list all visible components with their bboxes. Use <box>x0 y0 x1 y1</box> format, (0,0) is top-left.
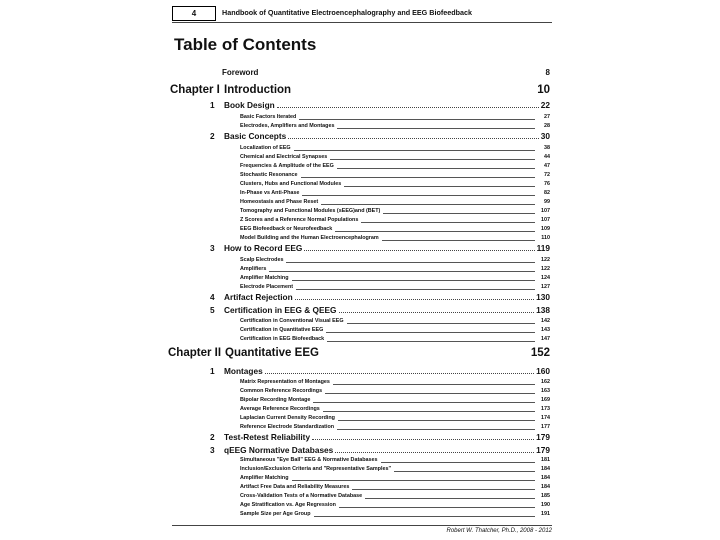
toc-subsection[interactable]: Electrode Placement 127 <box>240 284 550 290</box>
toc-section[interactable] <box>210 432 550 442</box>
chapter-2[interactable] <box>168 347 550 363</box>
toc-subsection[interactable]: Average Reference Recordings 173 <box>240 406 550 412</box>
section-title: Book Design <box>224 100 275 110</box>
section-page: 130 <box>536 292 550 302</box>
leader-dots <box>295 292 534 300</box>
toc-subsection[interactable]: In-Phase vs Anti-Phase 82 <box>240 190 550 196</box>
leader-dots <box>304 243 534 251</box>
toc-subsection[interactable]: Clusters, Hubs and Functional Modules 76 <box>240 181 550 187</box>
toc-subsection[interactable]: Reference Electrode Standardization 177 <box>240 424 550 430</box>
section-page: 160 <box>536 366 550 376</box>
leader-dots <box>335 445 534 453</box>
section-title: Artifact Rejection <box>224 292 293 302</box>
toc-foreword[interactable] <box>222 68 550 77</box>
running-title: Handbook of Quantitative Electroencephalography and EEG Biofeedback <box>222 8 473 17</box>
toc-subsection[interactable]: Amplifier Matching 184 <box>240 475 550 481</box>
section-page: 179 <box>536 432 550 442</box>
toc-subsection[interactable]: Sample Size per Age Group 191 <box>240 511 550 517</box>
toc-subsection[interactable]: Artifact Free Data and Reliability Measures 184 <box>240 484 550 490</box>
chapter-title: Introduction <box>224 84 292 96</box>
section-title: How to Record EEG <box>224 243 303 253</box>
section-title: Montages <box>224 366 263 376</box>
section-page: 22 <box>540 100 550 110</box>
toc-subsection[interactable]: EEG Biofeedback or Neurofeedback 109 <box>240 226 550 232</box>
section-number: 4 <box>210 292 215 302</box>
foreword-label: Foreword <box>222 68 259 77</box>
toc-subsection[interactable]: Tomography and Functional Modules (sEEG)and (BET) 107 <box>240 208 550 214</box>
toc-section[interactable] <box>210 131 550 141</box>
toc-subsection[interactable]: Chemical and Electrical Synapses 44 <box>240 154 550 160</box>
running-header <box>172 6 552 22</box>
toc-subsection[interactable]: Frequencies & Amplitude of the EEG 47 <box>240 163 550 169</box>
section-page: 179 <box>536 445 550 455</box>
leader-dots <box>288 131 539 139</box>
foreword-page: 8 <box>545 68 550 77</box>
chapter-number: Chapter II <box>168 347 222 359</box>
toc-subsection[interactable]: Scalp Electrodes 122 <box>240 257 550 263</box>
header-rule <box>172 22 552 23</box>
leader-dots <box>265 366 534 374</box>
section-title: qEEG Normative Databases <box>224 445 334 455</box>
toc-subsection[interactable]: Amplifiers 122 <box>240 266 550 272</box>
footer-author: Robert W. Thatcher, Ph.D., 2008 - 2012 <box>446 528 552 534</box>
chapter-number: Chapter I <box>170 84 220 96</box>
section-page: 119 <box>536 243 550 253</box>
toc-subsection[interactable]: Electrodes, Amplifiers and Montages 28 <box>240 123 550 129</box>
leader-dots <box>339 305 535 313</box>
toc-subsection[interactable]: Localization of EEG 38 <box>240 145 550 151</box>
page-number: 4 <box>172 6 216 21</box>
chapter-page: 10 <box>537 84 550 96</box>
section-number: 2 <box>210 432 215 442</box>
section-title: Basic Concepts <box>224 131 287 141</box>
section-number: 1 <box>210 100 215 110</box>
toc-subsection[interactable]: Simultaneous "Eye Ball" EEG & Normative Databases 181 <box>240 457 550 463</box>
footer-rule <box>172 525 552 526</box>
toc-subsection[interactable]: Certification in EEG Biofeedback 147 <box>240 336 550 342</box>
section-page: 138 <box>536 305 550 315</box>
toc-section[interactable] <box>210 366 550 376</box>
section-number: 2 <box>210 131 215 141</box>
toc-subsection[interactable]: Model Building and the Human Electroencephalogram 110 <box>240 235 550 241</box>
toc-subsection[interactable]: Certification in Quantitative EEG 143 <box>240 327 550 333</box>
chapter-page: 152 <box>530 347 550 359</box>
toc-subsection[interactable]: Common Reference Recordings 163 <box>240 388 550 394</box>
toc-subsection[interactable]: Amplifier Matching 124 <box>240 275 550 281</box>
leader-dots <box>312 432 534 440</box>
section-number: 5 <box>210 305 215 315</box>
section-number: 1 <box>210 366 215 376</box>
section-title: Certification in EEG & QEEG <box>224 305 337 315</box>
toc-section[interactable] <box>210 305 550 315</box>
chapter-title: Quantitative EEG <box>225 347 319 359</box>
section-page: 30 <box>540 131 550 141</box>
toc-subsection[interactable]: Inclusion/Exclusion Criteria and "Representative Samples" 184 <box>240 466 550 472</box>
toc-section[interactable] <box>210 292 550 302</box>
toc-title: Table of Contents <box>174 35 317 54</box>
toc-subsection[interactable]: Certification in Conventional Visual EEG 142 <box>240 318 550 324</box>
toc-section[interactable] <box>210 445 550 455</box>
toc-subsection[interactable]: Basic Factors Iterated 27 <box>240 114 550 120</box>
section-title: Test-Retest Reliability <box>224 432 311 442</box>
toc-section[interactable] <box>210 243 550 253</box>
toc-section[interactable] <box>210 100 550 110</box>
chapter-1[interactable] <box>170 84 550 100</box>
toc-subsection[interactable]: Matrix Representation of Montages 162 <box>240 379 550 385</box>
toc-subsection[interactable]: Cross-Validation Tests of a Normative Database 185 <box>240 493 550 499</box>
section-number: 3 <box>210 243 215 253</box>
leader-dots <box>277 100 539 108</box>
toc-subsection[interactable]: Age Stratification vs. Age Regression 190 <box>240 502 550 508</box>
section-number: 3 <box>210 445 215 455</box>
toc-subsection[interactable]: Stochastic Resonance 72 <box>240 172 550 178</box>
toc-subsection[interactable]: Homeostasis and Phase Reset 99 <box>240 199 550 205</box>
toc-subsection[interactable]: Bipolar Recording Montage 169 <box>240 397 550 403</box>
toc-subsection[interactable]: Z Scores and a Reference Normal Populations 107 <box>240 217 550 223</box>
toc-subsection[interactable]: Laplacian Current Density Recording 174 <box>240 415 550 421</box>
